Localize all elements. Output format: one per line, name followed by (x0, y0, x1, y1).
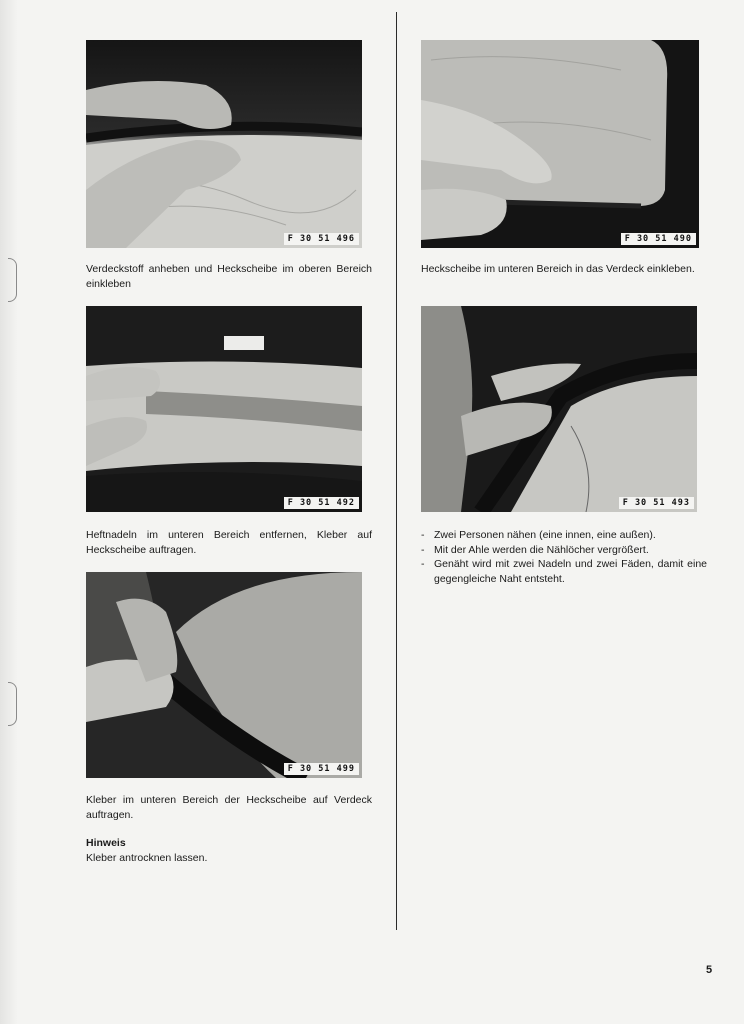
figure-code: F 30 51 490 (621, 233, 696, 245)
binder-clip-top (8, 258, 17, 302)
photo-apply-glue-to-top (86, 572, 362, 778)
caption-figure-2: Heckscheibe im unteren Bereich in das Verdeck einkleben. (421, 263, 695, 275)
sewing-steps-list (421, 528, 707, 586)
photo-lift-fabric-glue-upper (86, 40, 362, 248)
figure-code: F 30 51 499 (284, 763, 359, 775)
binding-edge (0, 0, 18, 1024)
sewing-instructions (421, 528, 707, 586)
caption-figure-3: Heftnadeln im unteren Bereich entfernen, Kleber auf Heckscheibe auftragen. (86, 529, 372, 556)
page-number: 5 (706, 964, 713, 976)
binder-clip-bottom (8, 682, 17, 726)
figure-code: F 30 51 492 (284, 497, 359, 509)
photo-glue-window-lower (421, 40, 699, 248)
note-text: Kleber antrocknen lassen. (86, 852, 208, 864)
figure-code: F 30 51 493 (619, 497, 694, 509)
photo-remove-pins-apply-glue (86, 306, 362, 512)
list-item: - Mit der Ahle werden die Nählöcher vergrößert. (421, 543, 707, 558)
figure-code: F 30 51 496 (284, 233, 359, 245)
list-item: - Genäht wird mit zwei Nadeln und zwei Fäden, damit eine gegengleiche Naht entsteht. (421, 557, 707, 586)
caption-figure-1: Verdeckstoff anheben und Heckscheibe im oberen Bereich einkleben (86, 263, 372, 290)
list-item: - Zwei Personen nähen (eine innen, eine außen). (421, 528, 707, 543)
column-divider (396, 12, 397, 930)
caption-figure-5: Kleber im unteren Bereich der Heckscheibe auf Verdeck auftragen. (86, 794, 372, 821)
note-title: Hinweis (86, 837, 126, 849)
photo-sewing-with-awl (421, 306, 697, 512)
